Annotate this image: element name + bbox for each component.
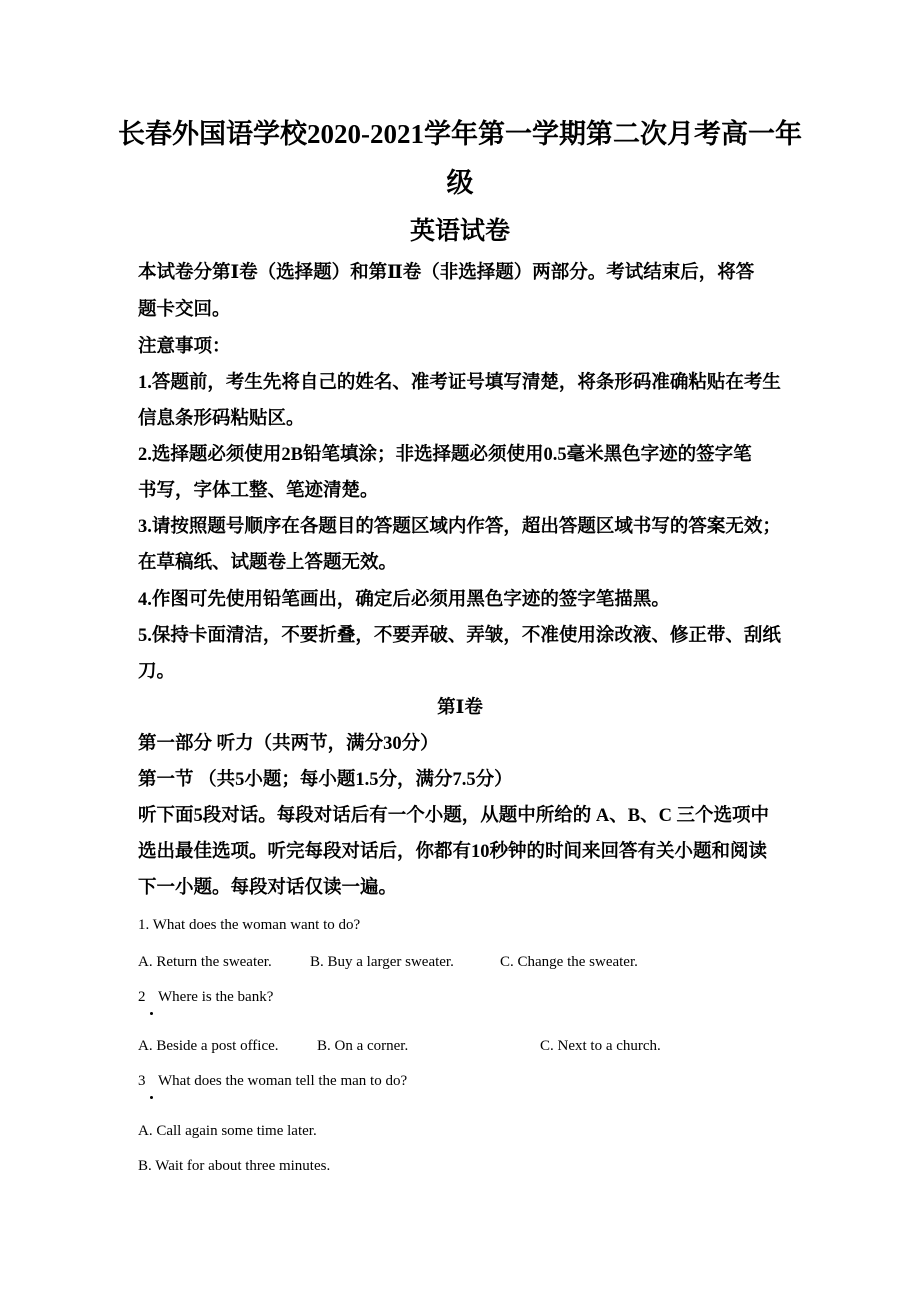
question-2-number: 2 bbox=[138, 989, 146, 1005]
instruction-line: 选出最佳选项。听完每段对话后，你都有10秒钟的时间来回答有关小题和阅读 bbox=[138, 842, 768, 862]
question-2: Where is the bank? bbox=[158, 989, 274, 1005]
intro-line: 题卡交回。 bbox=[138, 300, 231, 320]
notice-line: 在草稿纸、试题卷上答题无效。 bbox=[138, 553, 398, 573]
question-1: 1. What does the woman want to do? bbox=[138, 917, 361, 933]
question-3-dot bbox=[150, 1096, 153, 1099]
option-c: C. Next to a church. bbox=[540, 1038, 661, 1054]
title-line-2: 级 bbox=[446, 168, 474, 198]
option-a: A. Return the sweater. bbox=[138, 954, 272, 970]
question-2-dot bbox=[150, 1012, 153, 1015]
title-line-1: 长春外国语学校2020-2021学年第一学期第二次月考高一年 bbox=[118, 119, 802, 149]
part-heading: 第一部分 听力（共两节，满分30分） bbox=[138, 734, 439, 754]
option-b: B. On a corner. bbox=[317, 1038, 409, 1054]
option-a: A. Beside a post office. bbox=[138, 1038, 279, 1054]
intro-line: 本试卷分第Ⅰ卷（选择题）和第Ⅱ卷（非选择题）两部分。考试结束后，将答 bbox=[138, 263, 755, 283]
question-3: What does the woman tell the man to do? bbox=[158, 1073, 408, 1089]
option-b: B. Buy a larger sweater. bbox=[310, 954, 454, 970]
notice-line: 3.请按照题号顺序在各题目的答题区域内作答，超出答题区域书写的答案无效； bbox=[138, 517, 781, 537]
section-heading: 第一节 （共5小题；每小题1.5分，满分7.5分） bbox=[138, 770, 513, 790]
option-a: A. Call again some time later. bbox=[138, 1123, 317, 1139]
instruction-line: 下一小题。每段对话仅读一遍。 bbox=[138, 878, 398, 898]
question-3-number: 3 bbox=[138, 1073, 146, 1089]
notice-line: 书写，字体工整、笔迹清楚。 bbox=[138, 481, 379, 501]
volume-heading: 第Ⅰ卷 bbox=[437, 698, 483, 718]
instruction-line: 听下面5段对话。每段对话后有一个小题，从题中所给的 A、B、C 三个选项中 bbox=[138, 806, 770, 826]
notice-line: 信息条形码粘贴区。 bbox=[138, 409, 305, 429]
notice-line: 5.保持卡面清洁，不要折叠，不要弄破、弄皱，不准使用涂改液、修正带、刮纸 bbox=[138, 626, 781, 646]
notice-line: 2.选择题必须使用2B铅笔填涂；非选择题必须使用0.5毫米黑色字迹的签字笔 bbox=[138, 445, 752, 465]
option-b: B. Wait for about three minutes. bbox=[138, 1158, 331, 1174]
notice-heading: 注意事项： bbox=[138, 337, 231, 357]
notice-line: 刀。 bbox=[138, 662, 176, 682]
notice-line: 1.答题前，考生先将自己的姓名、准考证号填写清楚，将条形码准确粘贴在考生 bbox=[138, 373, 781, 393]
notice-line: 4.作图可先使用铅笔画出，确定后必须用黑色字迹的签字笔描黑。 bbox=[138, 590, 670, 610]
subtitle: 英语试卷 bbox=[409, 218, 510, 245]
option-c: C. Change the sweater. bbox=[500, 954, 638, 970]
